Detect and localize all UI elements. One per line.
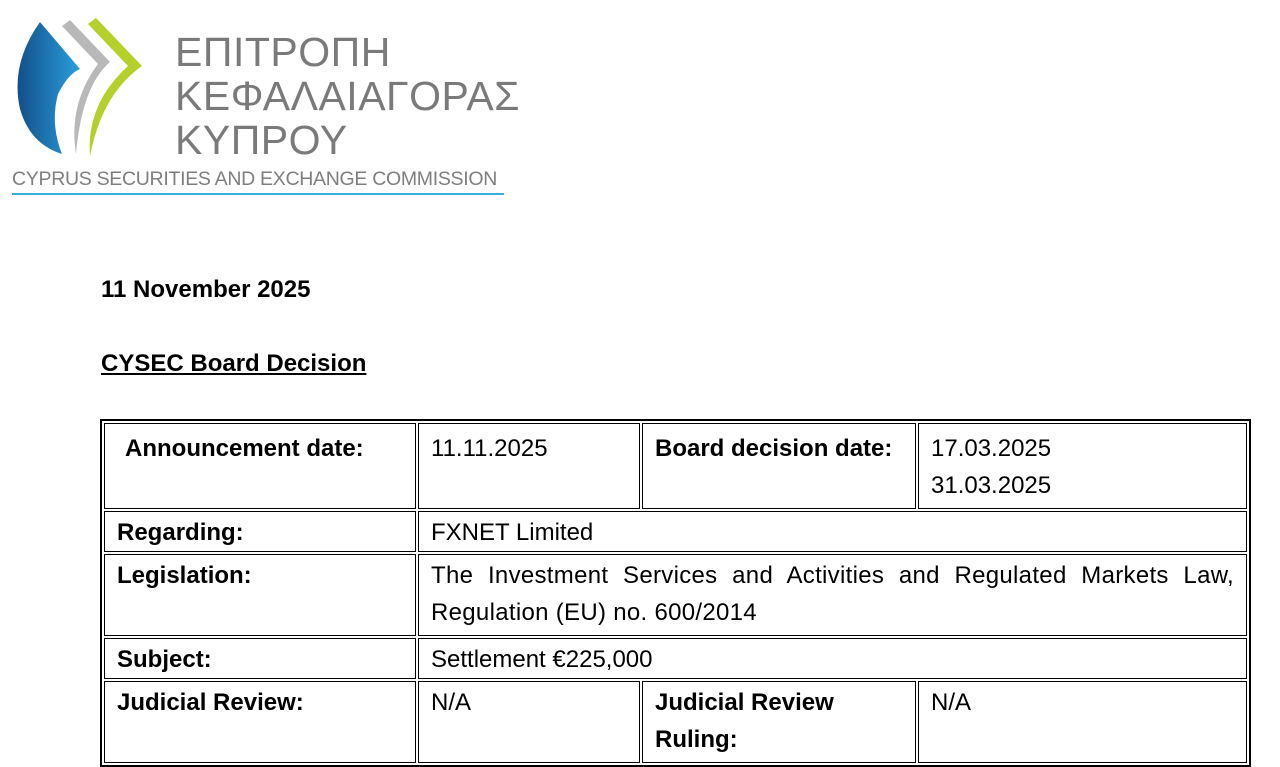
board-date: 31.03.2025 [931,472,1052,499]
table-row [104,681,1247,763]
logo-underline [12,193,504,195]
announcement-label: Announcement date: [104,423,416,509]
decision-table [100,419,1251,767]
table-row [104,423,1247,509]
document-title: CYSEC Board Decision [101,350,367,377]
subject-value: Settlement €225,000 [418,638,1247,679]
legislation-value: The Investment Services and Activities and Regulated Markets Law, Regulation (EU) no. 600/2014 [418,554,1247,636]
subject-label: Subject: [104,638,416,679]
judicial-review-ruling-label: Judicial Review Ruling: [642,681,916,763]
logo-greek-line: ΕΠΙΤΡΟΠΗ [175,29,391,75]
logo-english-name: CYPRUS SECURITIES AND EXCHANGE COMMISSION [12,168,498,190]
judicial-review-value: N/A [418,681,640,763]
regarding-value: FXNET Limited [418,511,1247,552]
logo-emblem-icon [10,14,160,174]
legislation-label: Legislation: [104,554,416,636]
table-row [104,511,1247,552]
logo-greek-line: ΚΕΦΑΛΑΙΑΓΟΡΑΣ [175,73,521,119]
logo-greek-line: ΚΥΠΡΟΥ [175,117,348,163]
table-row [104,554,1247,636]
judicial-review-label: Judicial Review: [104,681,416,763]
regarding-label: Regarding: [104,511,416,552]
board-decision-label: Board decision date: [642,423,916,509]
board-date: 17.03.2025 [931,435,1052,462]
judicial-review-ruling-value: N/A [918,681,1247,763]
table-row [104,638,1247,679]
board-decision-values [918,423,1247,509]
announcement-value: 11.11.2025 [418,423,640,509]
document-date: 11 November 2025 [101,276,311,303]
